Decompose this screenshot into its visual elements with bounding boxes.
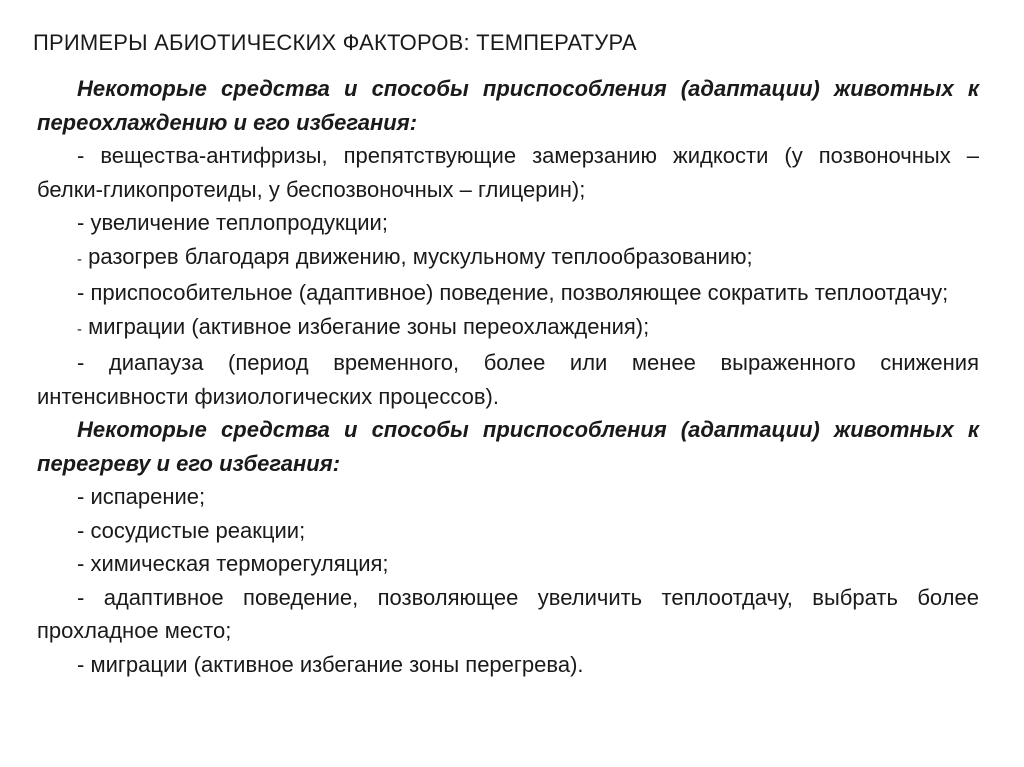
section-heading-heat: Некоторые средства и способы приспособления (адаптации) животных к перегреву и его избегания:	[37, 417, 979, 476]
list-item-evaporation: - испарение;	[77, 484, 206, 509]
list-item-text: миграции (активное избегание зоны переохлаждения);	[88, 313, 650, 339]
list-item-diapause: - диапауза (период временного, более или менее выраженного снижения интенсивности физиологических процессов).	[37, 350, 979, 409]
list-item-antifreeze: - вещества-антифризы, препятствующие замерзанию жидкости (у позвоночных – белки-гликопротеиды, у беспозвоночных – глицерин);	[37, 143, 979, 202]
slide-content	[37, 72, 979, 681]
list-item-adaptive-behavior: - приспособительное (адаптивное) поведение, позволяющее сократить теплоотдачу;	[77, 280, 949, 305]
list-item-warming	[37, 240, 979, 277]
slide-title: ПРИМЕРЫ АБИОТИЧЕСКИХ ФАКТОРОВ: ТЕМПЕРАТУРА	[33, 30, 637, 55]
list-item-chemical-thermoregulation: - химическая терморегуляция;	[77, 551, 389, 576]
list-item-migration-heat: - миграции (активное избегание зоны перегрева).	[77, 651, 584, 677]
list-dash: -	[77, 320, 82, 338]
list-item-text: разогрев благодаря движению, мускульному теплообразованию;	[88, 243, 753, 269]
list-item-vascular: - сосудистые реакции;	[77, 517, 306, 543]
section-heading-cold: Некоторые средства и способы приспособления (адаптации) животных к переохлаждению и его избегания:	[37, 76, 979, 135]
list-item-adaptive-behavior-heat: - адаптивное поведение, позволяющее увеличить теплоотдачу, выбрать более прохладное место;	[37, 584, 979, 643]
list-item-heat-production: - увеличение теплопродукции;	[77, 210, 388, 235]
list-item-migration-cold	[37, 310, 979, 347]
list-dash: -	[77, 250, 82, 268]
